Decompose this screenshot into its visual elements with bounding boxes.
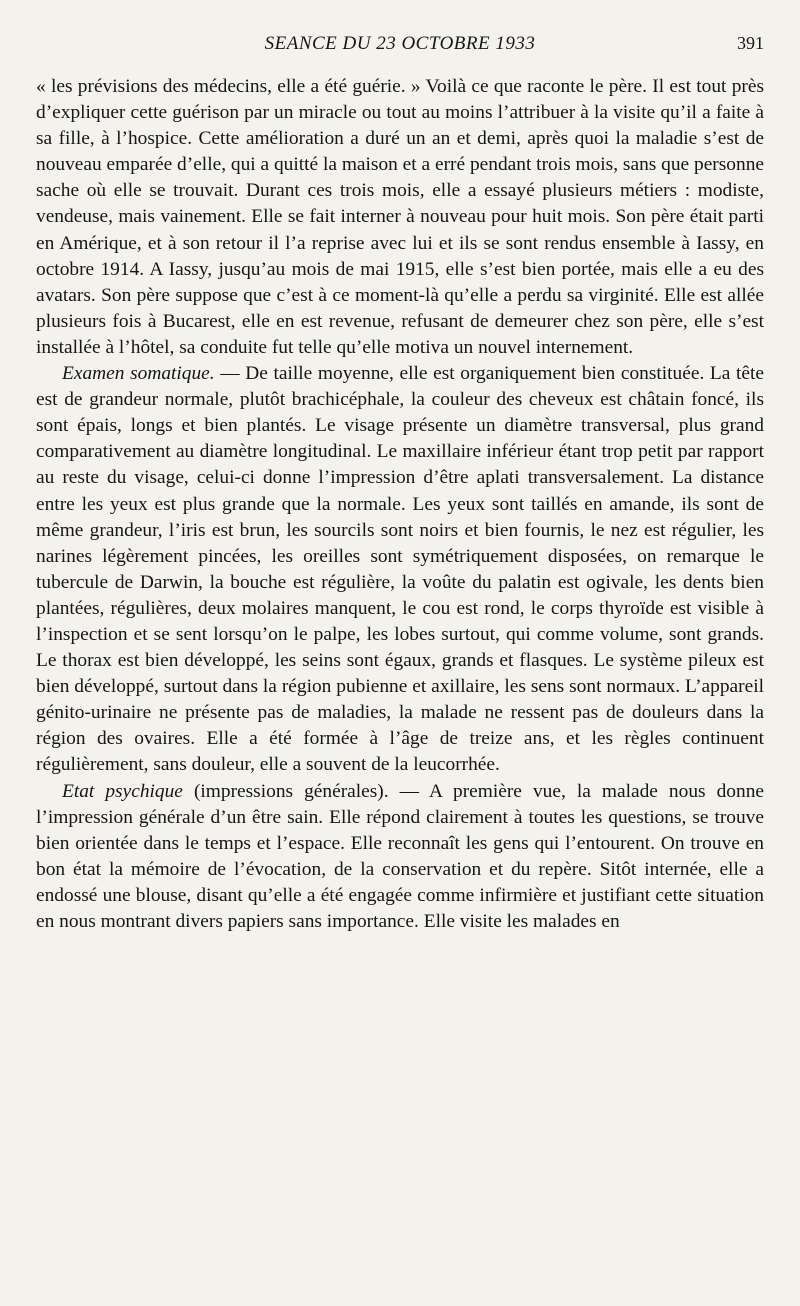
section-lead: Examen somatique. bbox=[62, 363, 215, 385]
paragraph-somatic-exam bbox=[36, 361, 764, 779]
paragraph-text: — De taille moyenne, elle est organiquement bien constituée. La tête est de grandeur normale, plutôt brachicéphale, la couleur des cheveux est châtain foncé, ils sont épais, longs et bien plantés. Le visage présente un diamètre transversal, plus grand comparativement au diamètre longitudinal. Le maxillaire inférieur étant trop petit par rapport au reste du visage, celui-ci donne l’impression d’être aplati transversalement. La distance entre les yeux est plus grande que la normale. Les yeux sont taillés en amande, ils sont de même grandeur, l’iris est brun, les sourcils sont noirs et bien fournis, le nez est régulier, les narines légèrement pincées, les oreilles sont symétriquement disposées, on remarque le tubercule de Darwin, la bouche est régulière, la voûte du palatin est ogivale, les dents bien plantées, régulières, deux molaires manquent, le cou est rond, le corps thyroïde est visible à l’inspection et se sent lorsqu’on le palpe, les lobes surtout, qui comme volume, sont grands. Le thorax est bien développé, les seins sont égaux, grands et flasques. Le système pileux est bien développé, surtout dans la région pubienne et axillaire, les sens sont normaux. L’appareil génito-urinaire ne présente pas de maladies, la malade ne ressent pas de douleurs dans la région des ovaires. Elle a été formée à l’âge de treize ans, et les règles continuent régulièrement, sans douleur, elle a souvent de la leucorrhée. bbox=[36, 363, 764, 776]
page-number: 391 bbox=[737, 33, 764, 53]
section-lead: Etat psychique bbox=[62, 780, 183, 802]
paragraph-psychic-state bbox=[36, 779, 764, 936]
running-header bbox=[36, 33, 764, 57]
paragraph-text: « les prévisions des médecins, elle a été guérie. » Voilà ce que raconte le père. Il est tout près d’expliquer cette guérison par un miracle ou tout au moins l’attribuer à la visite qu’il a faite à sa fille, à l’hospice. Cette amélioration a duré un an et demi, après quoi la maladie s’est de nouveau emparée d’elle, qui a quitté la maison et a erré pendant trois mois, sans que personne sache où elle se trouvait. Durant ces trois mois, elle a essayé plusieurs métiers : modiste, vendeuse, mais vainement. Elle se fait interner à nouveau pour huit mois. Son père était parti en Amérique, et à son retour il l’a reprise avec lui et ils se sont rendus ensemble à Iassy, en octobre 1914. A Iassy, jusqu’au mois de mai 1915, elle s’est bien portée, mais elle a eu des avatars. Son père suppose que c’est à ce moment-là qu’elle a perdu sa virginité. Elle est allée plusieurs fois à Bucarest, elle en est revenue, refusant de demeurer chez son père, elle s’est installée à l’hôtel, sa conduite fut telle qu’elle motiva un nouvel internement. bbox=[36, 76, 764, 358]
paragraph-text: (impressions générales). — A première vue, la malade nous donne l’impression générale d’un être sain. Elle répond clairement à toutes les questions, se trouve bien orientée dans le temps et l’espace. Elle reconnaît les gens qui l’entourent. On trouve en bon état la mémoire de l’évocation, de la conservation et du repère. Sitôt internée, elle a endossé une blouse, disant qu’elle a été engagée comme infirmière et justifiant cette situation en nous montrant divers papiers sans importance. Elle visite les malades en bbox=[36, 780, 764, 932]
header-title: SEANCE DU 23 OCTOBRE 1933 bbox=[264, 33, 536, 54]
paragraph-continuation bbox=[36, 74, 764, 361]
body-text bbox=[36, 74, 764, 935]
